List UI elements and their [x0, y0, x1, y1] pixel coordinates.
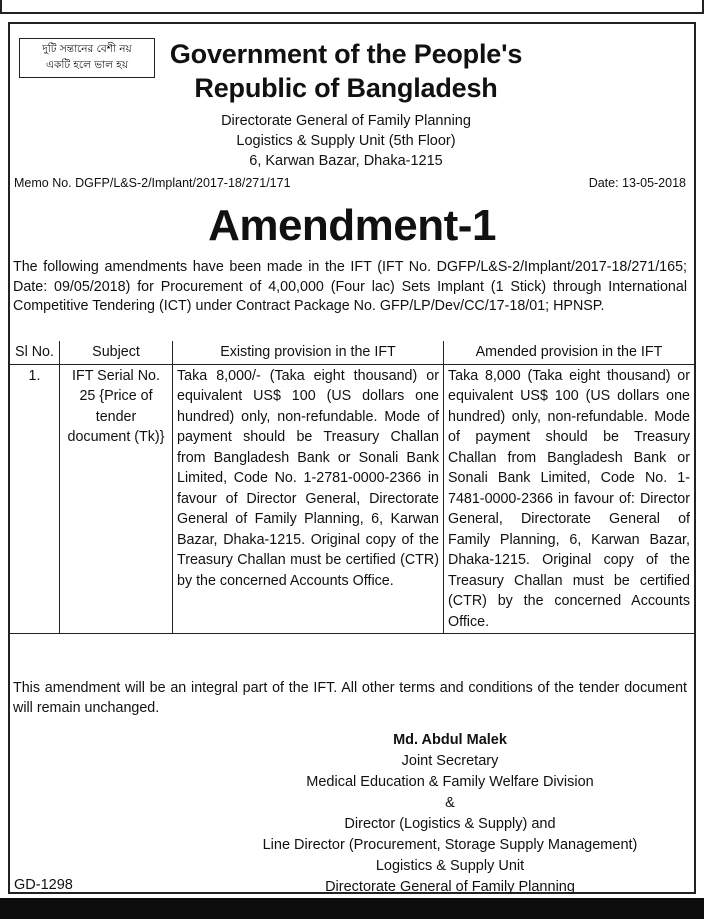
cell-existing-provision: Taka 8,000/- (Taka eight thousand) or equivalent US$ 100 (US dollars one hundred) only, non-refundable. Mode of payment should be Treasury Challan from Bangladesh Bank or Sonali Bank Limited, Code No. 1-2781-0000-2366 in favour of Director General, Directorate General of Family Planning, 6, Karwan Bazar, Dhaka-1215. Original copy of the Treasury Challan must be certified (CTR) by the concerned Accounts Office. — [173, 364, 444, 634]
amendment-table — [10, 341, 694, 634]
signatory-title-line: & — [445, 795, 455, 811]
cell-subject: IFT Serial No. 25 {Price of tender document (Tk)} — [60, 364, 173, 634]
table-header-row — [10, 341, 694, 364]
amendment-title: Amendment-1 — [208, 201, 496, 250]
signatory-title-line: Joint Secretary — [401, 753, 499, 769]
scan-bottom-edge — [0, 898, 704, 919]
family-planning-motto-box — [19, 38, 155, 78]
table-row — [10, 364, 694, 634]
memo-date: Date: 13-05-2018 — [588, 176, 686, 190]
signatory-title-line: Directorate General of Family Planning — [325, 879, 575, 895]
column-header-sl: Sl No. — [10, 341, 60, 364]
intro-paragraph: The following amendments have been made in the IFT (IFT No. DGFP/L&S-2/Implant/2017-18/271/165; Date: 09/05/2018) for Procurement of 4,00,000 (Four lac) Sets Implant (1 Stick) through International Competitive Tendering (ICT) under Contract Package No. GFP/LP/Dev/CC/17-18/01; HPNSP. — [13, 259, 687, 314]
signatory-title-line: Line Director (Procurement, Storage Supply Management) — [262, 837, 638, 853]
government-title-line-1: Government of the People's — [169, 39, 523, 69]
office-address — [150, 111, 542, 171]
cell-sl: 1. — [10, 364, 60, 634]
column-header-subject: Subject — [60, 341, 173, 364]
signatory-name: Md. Abdul Malek — [393, 732, 507, 748]
motto-line-1: দুটি সন্তানের বেশী নয় — [42, 43, 132, 55]
signatory-title-line: Director (Logistics & Supply) and — [344, 816, 556, 832]
previous-item-frame — [0, 0, 704, 14]
signatory-title-line: Medical Education & Family Welfare Division — [306, 774, 594, 790]
closing-paragraph: This amendment will be an integral part of the IFT. All other terms and conditions of the tender document will remain unchanged. — [13, 680, 687, 716]
government-title — [150, 37, 542, 105]
tender-notice — [8, 22, 696, 894]
government-title-line-2: Republic of Bangladesh — [194, 73, 498, 103]
memo-number: Memo No. DGFP/L&S-2/Implant/2017-18/271/171 — [14, 176, 291, 190]
signatory-title-line: Logistics & Supply Unit — [375, 858, 525, 874]
cell-amended-provision: Taka 8,000 (Taka eight thousand) or equivalent US$ 100 (US dollars one hundred) only, non-refundable. Mode of payment should be Treasury Challan from Bangladesh Bank or Sonali Bank Limited, Code No. 1-7481-0000-2366 in favour of: Director General, Directorate General of Family Planning, 6, Karwan Bazar, Dhaka-1215. Original copy of the Treasury Challan must be certified (CTR) by the concerned Accounts Office. — [444, 364, 695, 634]
gd-reference-code: GD-1298 — [14, 877, 73, 893]
office-address-line: Logistics & Supply Unit (5th Floor) — [236, 133, 456, 149]
motto-line-2: একটি হলে ভাল হয় — [45, 59, 129, 71]
signature-block — [210, 730, 690, 898]
office-address-line: 6, Karwan Bazar, Dhaka-1215 — [249, 153, 443, 169]
office-address-line: Directorate General of Family Planning — [221, 113, 471, 129]
column-header-existing: Existing provision in the IFT — [173, 341, 444, 364]
column-header-amended: Amended provision in the IFT — [444, 341, 695, 364]
